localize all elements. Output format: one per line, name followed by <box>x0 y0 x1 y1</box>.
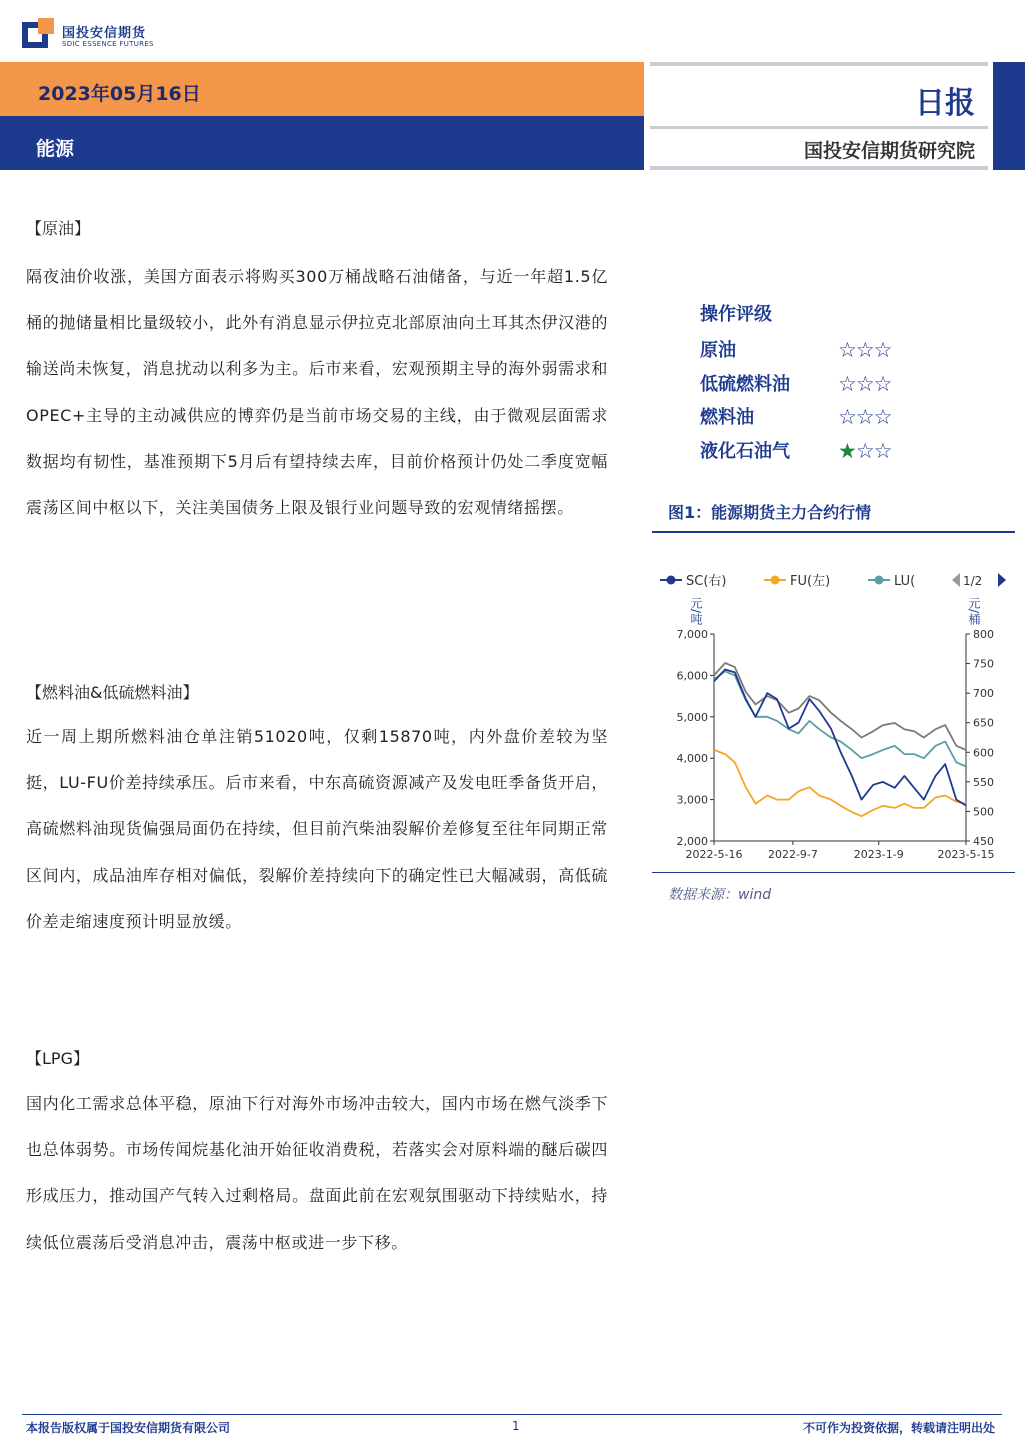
section-title: 【燃料油&低硫燃料油】 <box>26 683 199 702</box>
header-rule-bottom <box>650 166 988 170</box>
right-tick-label: 750 <box>973 657 994 671</box>
section-lpg-body <box>26 1081 608 1266</box>
legend-prev-icon[interactable] <box>952 573 960 587</box>
star-rating-icon <box>838 435 891 469</box>
section-fuel-oil <box>26 680 608 703</box>
section-fuel-oil-body <box>26 714 608 945</box>
legend-marker-icon <box>875 576 884 585</box>
right-tick-label: 800 <box>973 628 994 641</box>
right-tick-label: 600 <box>973 746 994 760</box>
section-crude-oil <box>26 216 608 239</box>
rating-row-fuel-oil <box>700 401 940 435</box>
left-tick-label: 4,000 <box>676 752 708 766</box>
figure-source: 数据来源：wind <box>668 887 772 903</box>
section-lpg <box>26 1046 608 1069</box>
section-crude-oil-body <box>26 254 608 531</box>
legend-next-icon[interactable] <box>998 573 1006 587</box>
header-edge-block <box>993 62 1025 170</box>
legend-label: FU(左) <box>790 574 831 589</box>
right-tick-label: 650 <box>973 716 994 730</box>
report-date: 2023年05月16日 <box>38 83 201 105</box>
figure-title-rule <box>652 531 1015 533</box>
star-rating-icon: ☆☆☆ <box>838 338 892 362</box>
rating-name: 液化石油气 <box>700 440 790 462</box>
section-title: 【LPG】 <box>26 1049 89 1068</box>
section-paragraph: 近一周上期所燃料油仓单注销51020吨，仅剩15870吨，内外盘价差较为坚挺，LU-FU价差持续承压。后市来看，中东高硫资源减产及发电旺季备货开启，高硫燃料油现货偏强局面仍在持续，但目前汽柴油裂解价差修复至往年同期正常区间内，成品油库存相对偏低，裂解价差持续向下的确定性已大幅减弱，高低硫价差走缩速度预计明显放缓。 <box>26 727 608 931</box>
figure-source-rule <box>652 872 1015 873</box>
legend-page: 1/2 <box>963 574 983 588</box>
logo-text-cn: 国投安信期货 <box>62 26 147 41</box>
right-tick-label: 700 <box>973 687 994 701</box>
series-line-4 <box>714 663 966 750</box>
left-tick-label: 3,000 <box>676 793 708 807</box>
energy-futures-line-chart <box>652 562 1014 870</box>
rating-panel <box>700 300 940 468</box>
left-tick-label: 5,000 <box>676 710 708 724</box>
right-axis-unit: 元/桶 <box>967 597 981 626</box>
header-rule-middle <box>650 126 988 129</box>
rating-name: 低硫燃料油 <box>700 373 790 395</box>
legend-label: LU( <box>894 574 916 589</box>
logo-text-en: SDIC ESSENCE FUTURES <box>62 40 154 48</box>
legend-label: SC(右) <box>686 574 727 589</box>
rating-row-lpg <box>700 435 940 469</box>
star-empty-icon: ☆☆ <box>855 438 892 463</box>
report-category: 能源 <box>36 138 75 160</box>
right-tick-label: 450 <box>973 835 994 848</box>
footer-copyright: 本报告版权属于国投安信期货有限公司 <box>26 1421 231 1435</box>
logo-mark-icon <box>22 18 54 50</box>
figure-title: 图1：能源期货主力合约行情 <box>668 503 872 522</box>
footer-rule <box>22 1414 1002 1415</box>
x-tick-label: 2023-1-9 <box>853 848 904 861</box>
star-filled-icon: ★ <box>838 438 856 463</box>
company-logo <box>22 16 222 56</box>
header-rule-top <box>650 62 988 66</box>
footer-disclaimer: 不可作为投资依据，转载请注明出处 <box>802 1421 995 1435</box>
category-bar <box>0 116 644 170</box>
rating-row-crude <box>700 334 940 368</box>
section-paragraph: 隔夜油价收涨，美国方面表示将购买300万桶战略石油储备，与近一年超1.5亿桶的抛储量相比量级较小，此外有消息显示伊拉克北部原油向土耳其杰伊汉港的输送尚未恢复，消息扰动以利多为主。后市来看，宏观预期主导的海外弱需求和OPEC+主导的主动减供应的博弈仍是当前市场交易的主线，由于微观层面需求数据均有韧性，基准预期下5月后有望持续去库，目前价格预计仍处二季度宽幅震荡区间中枢以下，关注美国债务上限及银行业问题导致的宏观情绪摇摆。 <box>26 267 608 518</box>
left-tick-label: 6,000 <box>676 669 708 683</box>
series-line-2 <box>714 750 966 816</box>
rating-name: 原油 <box>700 340 736 361</box>
star-rating-icon: ☆☆☆ <box>838 371 892 396</box>
x-tick-label: 2023-5-15 <box>937 848 995 861</box>
institute-name: 国投安信期货研究院 <box>803 140 975 162</box>
legend-marker-icon <box>771 576 780 585</box>
x-tick-label: 2022-5-16 <box>685 848 743 861</box>
report-type: 日报 <box>915 86 975 121</box>
legend-marker-icon <box>667 576 676 585</box>
rating-name: 燃料油 <box>700 407 754 428</box>
star-rating-icon: ☆☆☆ <box>838 405 892 429</box>
right-tick-label: 550 <box>973 775 994 789</box>
x-tick-label: 2022-9-7 <box>767 848 818 861</box>
rating-row-low-sulfur-fuel <box>700 368 940 402</box>
section-title: 【原油】 <box>26 219 91 238</box>
section-paragraph: 国内化工需求总体平稳，原油下行对海外市场冲击较大，国内市场在燃气淡季下也总体弱势。市场传闻烷基化油开始征收消费税，若落实会对原料端的醚后碳四形成压力，推动国产气转入过剩格局。盘面此前在宏观氛围驱动下持续贴水，持续低位震荡后受消息冲击，震荡中枢或进一步下移。 <box>26 1094 608 1252</box>
rating-title: 操作评级 <box>700 304 772 325</box>
page-number: 1 <box>512 1419 520 1433</box>
left-axis-unit: 元/吨 <box>689 597 703 626</box>
right-tick-label: 500 <box>973 805 994 819</box>
series-line-1 <box>714 670 966 806</box>
left-tick-label: 2,000 <box>676 835 708 848</box>
left-tick-label: 7,000 <box>676 628 708 641</box>
chart-legend <box>660 573 1006 589</box>
